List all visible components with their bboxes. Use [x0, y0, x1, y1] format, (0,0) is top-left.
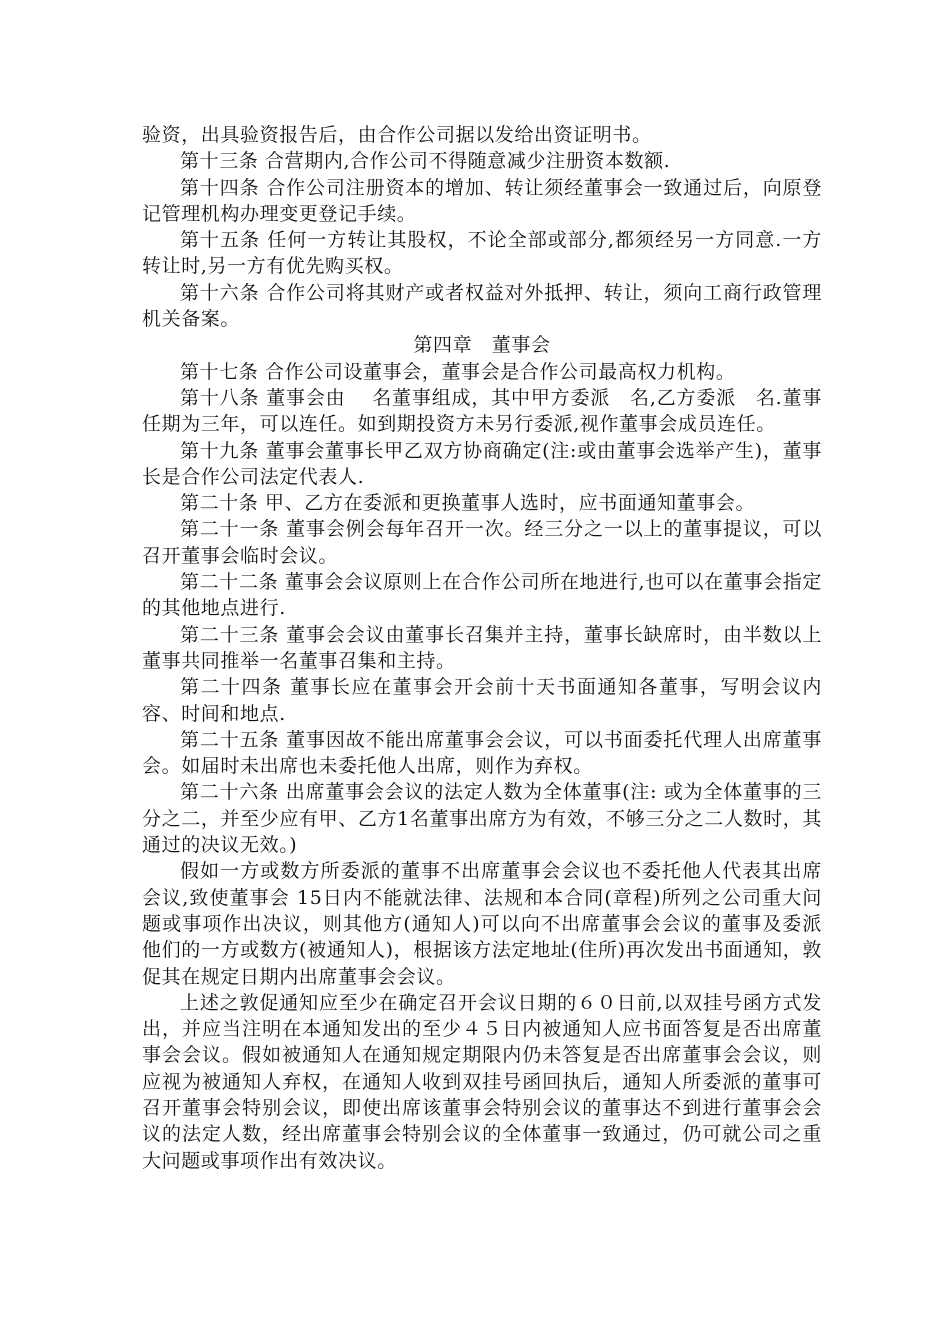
article-16: 第十六条 合作公司将其财产或者权益对外抵押、转让，须向工商行政管理机关备案。 [142, 281, 822, 331]
paragraph: 验资，出具验资报告后，由合作公司据以发给出资证明书。 [142, 124, 652, 146]
document-body [142, 122, 822, 1174]
article-21: 第二十一条 董事会例会每年召开一次。经三分之一以上的董事提议，可以召开董事会临时会议。 [142, 518, 822, 567]
article-18: 第十八条 董事会由 名董事组成，其中甲方委派 名,乙方委派 名.董事任期为三年，可以连任。如到期投资方未另行委派,视作董事会成员连任。 [142, 386, 822, 436]
chapter-heading: 第四章 董事会 [413, 334, 551, 357]
article-17: 第十七条 合作公司设董事会，董事会是合作公司最高权力机构。 [180, 360, 736, 383]
paragraph-notice-clause: 上述之敦促通知应至少在确定召开会议日期的６０日前,以双挂号函方式发出，并应当注明在本通知发出的至少４５日内被通知人应书面答复是否出席董事会会议。假如被通知人在通知规定期限内仍未答复是否出席董事会会议，则应视为被通知人弃权，在通知人收到双挂号函回执后，通知人所委派的董事可召开董事会特别会议，即使出席该董事会特别会议的董事达不到进行董事会会议的法定人数，经出席董事会特别会议的全体董事一致通过，仍可就公司之重大问题或事项作出有效决议。 [142, 991, 822, 1172]
article-26: 第二十六条 出席董事会会议的法定人数为全体董事(注: 或为全体董事的三分之二，并至少应有甲、乙方1名董事出席方为有效，不够三分之二人数时，其通过的决议无效。) [142, 781, 822, 857]
article-13: 第十三条 合营期内,合作公司不得随意减少注册资本数额. [180, 150, 671, 173]
article-19: 第十九条 董事会董事长甲乙双方协商确定(注:或由董事会选举产生)，董事长是合作公司法定代表人. [142, 439, 822, 488]
article-14: 第十四条 合作公司注册资本的增加、转让须经董事会一致通过后，向原登记管理机构办理变更登记手续。 [142, 176, 822, 225]
article-24: 第二十四条 董事长应在董事会开会前十天书面通知各董事，写明会议内容、时间和地点. [142, 676, 822, 725]
article-15: 第十五条 任何一方转让其股权，不论全部或部分,都须经另一方同意.一方转让时,另一方有优先购买权。 [142, 229, 822, 278]
article-20: 第二十条 甲、乙方在委派和更换董事人选时，应书面通知董事会。 [180, 492, 756, 515]
article-23: 第二十三条 董事会会议由董事长召集并主持，董事长缺席时，由半数以上董事共同推举一名董事召集和主持。 [142, 623, 822, 672]
article-25: 第二十五条 董事因故不能出席董事会会议，可以书面委托代理人出席董事会。如届时未出席也未委托他人出席，则作为弃权。 [142, 728, 822, 778]
paragraph-absence-clause: 假如一方或数方所委派的董事不出席董事会会议也不委托他人代表其出席会议,致使董事会 15日内不能就法律、法规和本合同(章程)所列之公司重大问题或事项作出决议，则其他方(通知人)可以向不出席董事会会议的董事及委派他们的一方或数方(被通知人)，根据该方法定地址(住所)再次发出书面通知，敦促其在规定日期内出席董事会会议。 [142, 860, 822, 988]
article-22: 第二十二条 董事会会议原则上在合作公司所在地进行,也可以在董事会指定的其他地点进行. [142, 571, 822, 620]
